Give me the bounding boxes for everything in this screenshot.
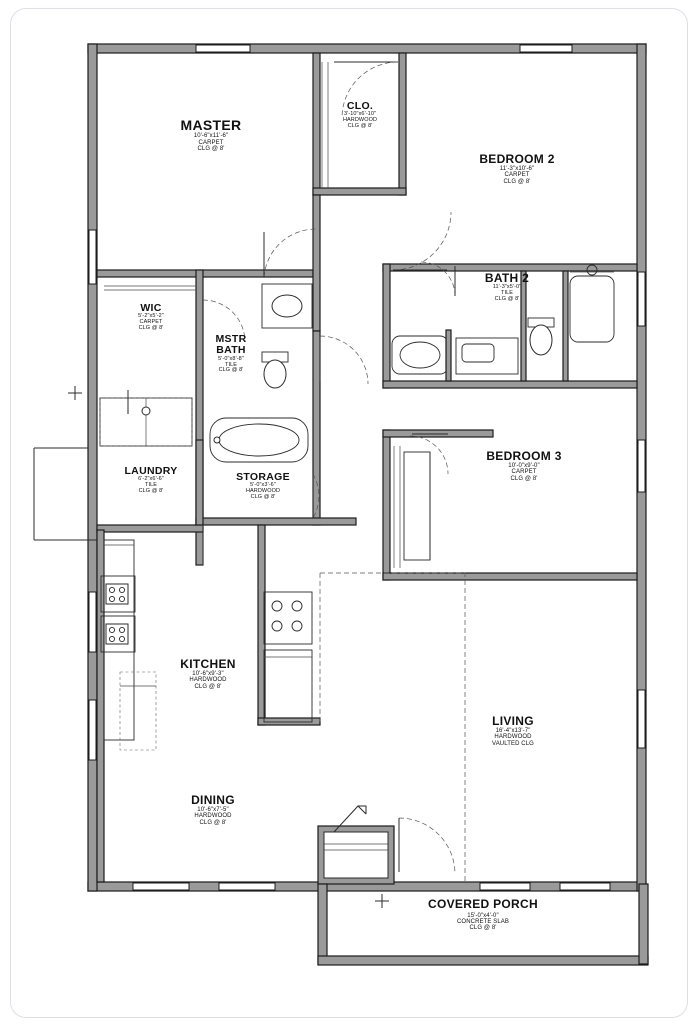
room-label-bath-2: [452, 272, 562, 303]
room-flooring: TILE: [224, 361, 237, 368]
room-label-covered-porch: [400, 898, 566, 931]
room-flooring: TILE: [500, 289, 513, 296]
room-ceiling: CLG @ 8': [218, 367, 244, 373]
room-ceiling: CLG @ 8': [503, 178, 531, 185]
room-flooring: CARPET: [504, 172, 530, 179]
room-flooring: HARDWOOD: [494, 734, 532, 741]
room-label-storage: [212, 472, 314, 501]
room-ceiling: CLG @ 8': [138, 488, 164, 495]
room-label-dining: [152, 794, 274, 826]
room-dimensions: 3'-10"x6'-10": [343, 111, 377, 118]
room-label-bedroom-3: [440, 450, 608, 482]
room-dimensions: 10'-6"x9'-3": [192, 670, 224, 677]
room-flooring: TILE: [144, 482, 157, 489]
room-dimensions: 5'-0"x8'-8": [218, 356, 244, 362]
room-name: BATH 2: [484, 271, 530, 285]
room-name: WIC: [140, 302, 162, 314]
room-ceiling: CLG @ 8': [197, 146, 225, 153]
room-dimensions: 6'-2"x6'-6": [138, 476, 164, 483]
room-label-living: [450, 715, 576, 747]
room-ceiling: CLG @ 8': [250, 494, 276, 501]
room-ceiling: CLG @ 8': [494, 295, 520, 302]
room-flooring: HARDWOOD: [189, 677, 227, 684]
room-name: LIVING: [492, 714, 534, 728]
room-flooring: CARPET: [198, 139, 224, 146]
room-name: KITCHEN: [180, 657, 236, 671]
room-name: MSTR BATH: [215, 333, 247, 356]
room-label-closet: [320, 101, 400, 130]
room-name: COVERED PORCH: [428, 897, 538, 911]
room-flooring: HARDWOOD: [194, 813, 232, 820]
room-dimensions: 5'-0"x3'-6": [250, 482, 276, 489]
room-flooring: HARDWOOD: [342, 117, 378, 124]
room-name: BEDROOM 2: [479, 152, 555, 166]
room-ceiling: CLG @ 8': [510, 475, 538, 482]
room-ceiling: CLG @ 8': [138, 325, 164, 332]
room-label-laundry: [96, 466, 206, 495]
room-name: STORAGE: [236, 471, 290, 483]
room-label-wic: [110, 303, 192, 332]
room-dimensions: 10'-6"x7'-5": [197, 806, 229, 813]
room-name: CLO.: [346, 100, 374, 112]
room-ceiling: CLG @ 8': [469, 925, 497, 932]
room-label-master: [128, 118, 294, 153]
room-flooring: CARPET: [511, 469, 537, 476]
room-flooring: HARDWOOD: [245, 488, 281, 495]
room-dimensions: 10'-0"x9'-0": [508, 462, 540, 469]
room-dimensions: 11'-3"x5'-0": [492, 283, 522, 290]
room-ceiling: CLG @ 8': [347, 123, 373, 130]
room-dimensions: 10'-6"x11'-6": [193, 133, 229, 140]
room-dimensions: 11'-3"x10'-6": [499, 165, 535, 172]
room-ceiling: CLG @ 8': [194, 683, 222, 690]
room-dimensions: 5'-2"x5'-2": [138, 313, 164, 320]
room-label-bedroom-2: [432, 153, 602, 185]
room-dimensions: 15'-0"x4'-0": [467, 912, 499, 919]
room-label-kitchen: [148, 658, 268, 690]
room-flooring: CARPET: [139, 319, 163, 326]
room-name: BEDROOM 3: [486, 449, 562, 463]
room-flooring: CONCRETE SLAB: [457, 918, 509, 925]
room-name: MASTER: [180, 117, 242, 133]
room-dimensions: 16'-4"x13'-7": [495, 727, 531, 734]
room-ceiling: VAULTED CLG: [492, 740, 534, 747]
room-name: LAUNDRY: [124, 465, 178, 477]
room-ceiling: CLG @ 8': [199, 819, 227, 826]
room-name: DINING: [191, 793, 235, 807]
room-label-mstr-bath: [202, 334, 260, 374]
